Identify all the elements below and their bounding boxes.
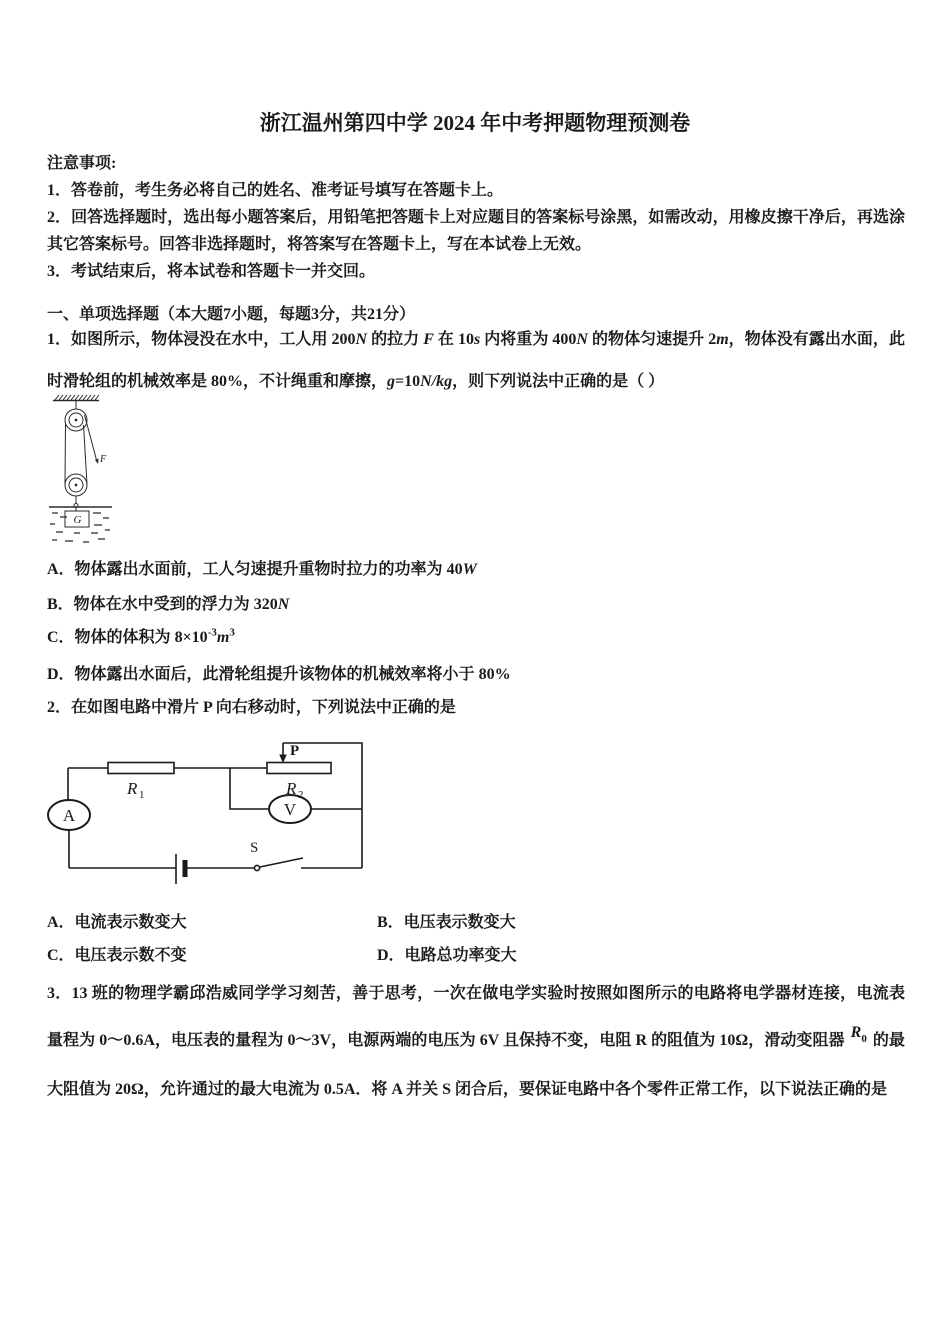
page-title: 浙江温州第四中学 2024 年中考押题物理预测卷 — [259, 111, 691, 135]
question-1-option-d: D．物体露出水面后，此滑轮组提升该物体的机械效率将小于 80% — [47, 666, 511, 683]
question-1-option-c: C．物体的体积为 $8\times 10^{-3}m^3$ — [47, 626, 235, 646]
force-arrowhead — [95, 459, 99, 464]
r2-label: R — [286, 779, 297, 798]
switch-pivot — [254, 865, 259, 870]
slider-label: P — [290, 743, 300, 759]
movable-pulley — [65, 474, 87, 496]
notice-heading: 注意事项: — [47, 155, 117, 172]
r2-subscript: 2 — [298, 789, 304, 801]
resistor-r1 — [108, 763, 174, 774]
question-1-option-a: A．物体露出水面前，工人匀速提升重物时拉力的功率为 40W — [47, 561, 477, 578]
section-1-heading: 一、单项选择题（本大题7小题，每题3分，共21分） — [47, 306, 416, 323]
question-2-option-d: D．电路总功率变大 — [377, 947, 517, 964]
question-1-text: 1．如图所示，物体浸没在水中，工人用 200N 的拉力 F 在 10s 内将重为 400N 的物体匀速提升 2m，物体没有露出水面，此时滑轮组的机械效率是 80%，不计绳重和摩擦，g=10N/kg，则下列说法中正确的是（ ） — [47, 331, 905, 390]
question-1-option-b: B．物体在水中受到的浮力为 320N — [47, 596, 290, 613]
question-2-option-c: C．电压表示数不变 — [47, 947, 187, 964]
block-label: G — [73, 514, 82, 526]
wire-to-voltmeter — [230, 768, 269, 809]
notice-item-1: 1．答卷前，考生务必将自己的姓名、准考证号填写在答题卡上。 — [47, 182, 504, 199]
pulley-figure — [46, 392, 118, 548]
voltmeter-label: V — [283, 800, 297, 819]
r1-label: R — [127, 779, 138, 798]
rope-middle — [84, 425, 88, 484]
circuit-figure — [45, 738, 375, 898]
question-2-text: 2．在如图电路中滑片 P 向右移动时，下列说法中正确的是 — [47, 699, 456, 716]
switch-lever — [260, 858, 303, 867]
question-3-text: 3．13 班的物理学霸邱浩威同学学习刻苦，善于思考，一次在做电学实验时按照如图所示的电路将电学器材连接，电流表量程为 0～0.6A，电压表的量程为 0～3V，电源两端的电压为 6V 且保持不变，电阻 R 的阻值为 10Ω，滑动变阻器 R0 的最大阻值为 20Ω，允许通过的最大电流为 0.5A．将 A 并关 S 闭合后，要保证电路中各个零件正常工作，以下说法正确的是 — [47, 985, 905, 1098]
ceiling-hatching — [55, 395, 99, 400]
switch-label: S — [250, 840, 259, 856]
notice-item-3: 3．考试结束后，将本试卷和答题卡一并交回。 — [47, 263, 376, 280]
rope-left — [65, 423, 66, 484]
ammeter-label: A — [62, 806, 76, 825]
rope-to-force — [85, 415, 97, 461]
notice-item-2: 2．回答选择题时，选出每小题答案后，用铅笔把答题卡上对应题目的答案标号涂黑，如需改动，用橡皮擦干净后，再选涂其它答案标号。回答非选择题时，将答案写在答题卡上，写在本试卷上无效。 — [47, 209, 905, 253]
question-2-option-b: B．电压表示数变大 — [377, 914, 516, 931]
rheostat-r2 — [267, 763, 331, 774]
r1-subscript: 1 — [139, 789, 145, 801]
force-label: F — [100, 454, 107, 465]
question-2-option-a: A．电流表示数变大 — [47, 914, 187, 931]
